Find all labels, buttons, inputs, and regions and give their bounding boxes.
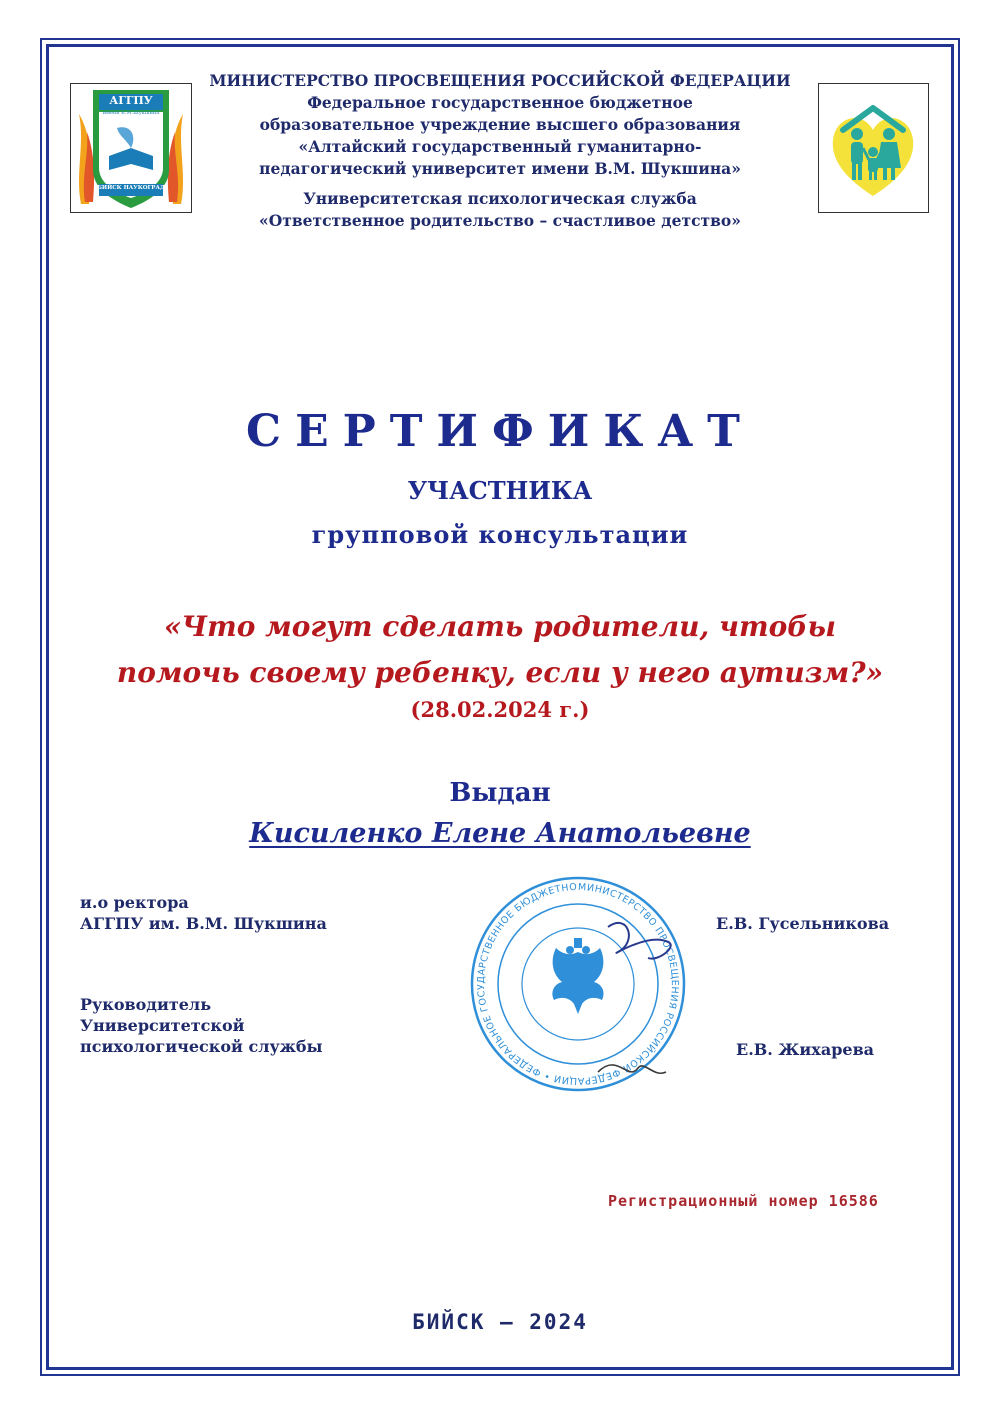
rector-title-line-1: и.о ректора	[80, 893, 189, 912]
certificate-subtitle: УЧАСТНИКА	[407, 476, 593, 505]
topic-line-2: помочь своему ребенку, если у него аутизм?»	[116, 656, 884, 689]
service-head-line-1: Руководитель	[80, 995, 212, 1014]
rector-title-line-2: АГГПУ им. В.М. Шукшина	[80, 914, 327, 933]
official-seal	[458, 872, 698, 1102]
certificate-title: СЕРТИФИКАТ	[246, 406, 754, 457]
institution-line-4: педагогический университет имени В.М. Шукшина»	[259, 159, 741, 178]
ministry-line: МИНИСТЕРСТВО ПРОСВЕЩЕНИЯ РОССИЙСКОЙ ФЕДЕРАЦИИ	[209, 71, 791, 90]
institution-line-2: образовательное учреждение высшего образования	[259, 115, 741, 134]
service-head-line-2: Университетской	[80, 1016, 245, 1035]
rector-name: Е.В. Гусельникова	[716, 914, 890, 933]
logo-motto: БИЙСК НАУКОГРАД	[97, 185, 165, 191]
issued-label: Выдан	[449, 778, 551, 808]
institution-line-3: «Алтайский государственный гуманитарно-	[298, 137, 702, 156]
seal-ring-text: МИНИСТЕРСТВО ПРОСВЕЩЕНИЯ РОССИЙСКОЙ ФЕДЕРАЦИИ • ФЕДЕРАЛЬНОЕ ГОСУДАРСТВЕННОЕ БЮДЖЕТНО	[475, 881, 680, 1087]
institution-header	[0, 70, 1000, 232]
logo-subtitle: имени В.М.Шукшина	[102, 110, 160, 116]
project-line: «Ответственное родительство – счастливое детство»	[259, 211, 741, 230]
recipient-name-text: Кисиленко Елене Анатольевне	[249, 818, 751, 849]
institution-line-1: Федеральное государственное бюджетное	[307, 93, 693, 112]
city-year: БИЙСК – 2024	[412, 1310, 588, 1334]
service-head-name: Е.В. Жихарева	[736, 1040, 875, 1059]
rector-title	[80, 892, 327, 934]
consultation-topic	[0, 604, 1000, 696]
topic-line-1: «Что могут сделать родители, чтобы	[164, 610, 836, 643]
service-line: Университетская психологическая служба	[303, 189, 697, 208]
service-head-line-3: психологической службы	[80, 1037, 323, 1056]
eagle-emblem-icon	[552, 938, 603, 1014]
certificate-kind: групповой консультации	[311, 520, 689, 549]
recipient-name	[0, 818, 1000, 849]
registration-number: Регистрационный номер 16586	[608, 1192, 879, 1210]
event-date: (28.02.2024 г.)	[410, 697, 590, 722]
logo-acronym: АГГПУ	[109, 94, 153, 107]
service-head-title	[80, 994, 323, 1057]
